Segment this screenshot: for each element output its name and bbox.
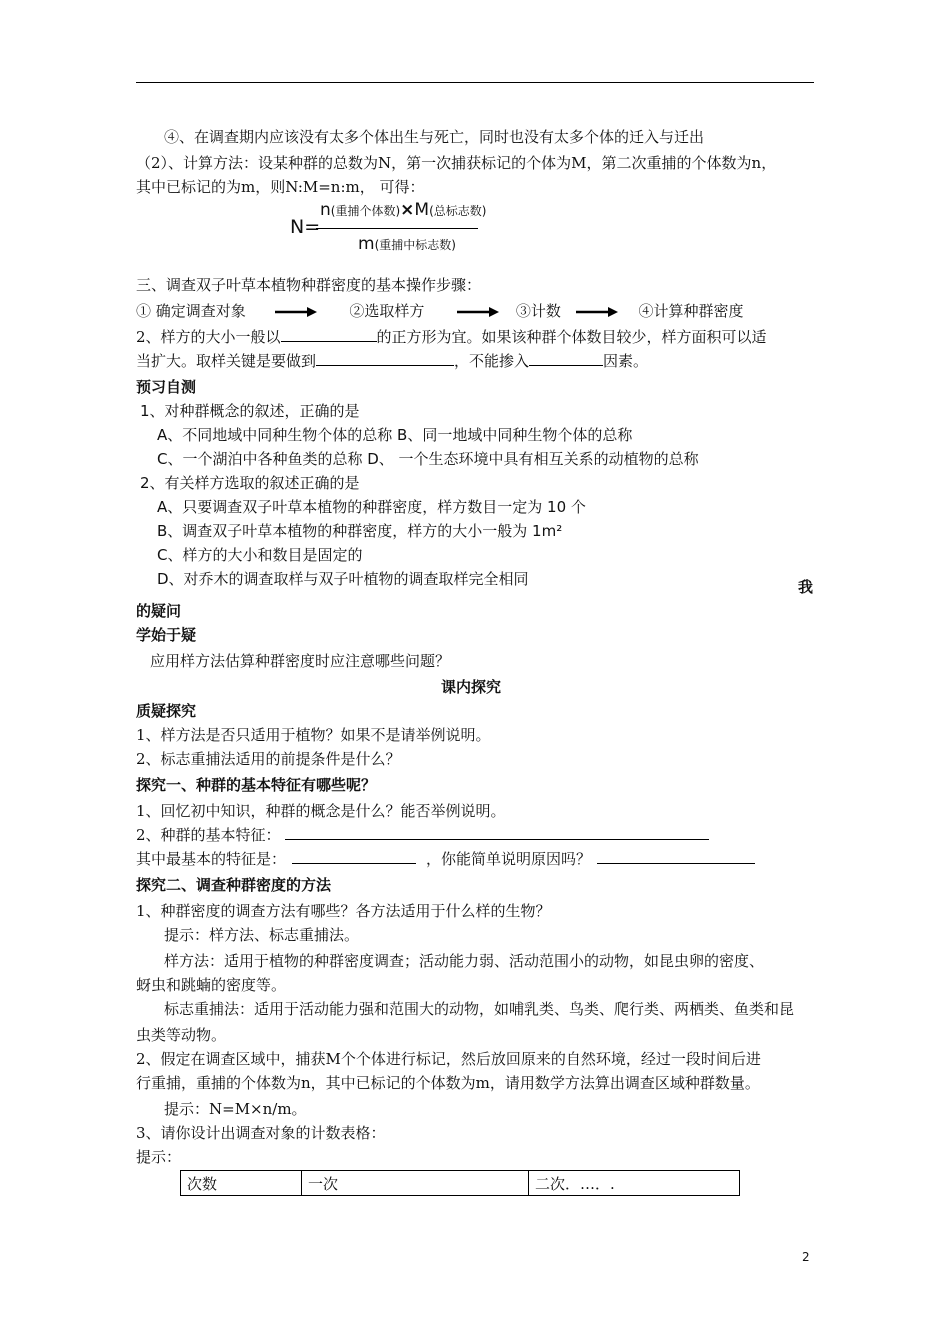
table-cell: 二次．…．. [529,1171,740,1196]
option-line: B、调查双子叶草本植物的种群密度，样方的大小一般为 1m² [157,522,563,540]
text-line: 蚜虫和跳蝻的密度等。 [136,976,287,994]
step-4: ④计算种群密度 [638,302,744,320]
formula-denominator: m(重捕中标志数) [358,234,456,254]
section-heading: 三、调查双子叶草本植物种群密度的基本操作步骤： [136,276,482,294]
option-line: A、不同地域中同种生物个体的总称 B、同一地域中同种生物个体的总称 [157,426,633,444]
text-line: 1、样方法是否只适用于植物？如果不是请举例说明。 [136,726,491,744]
fraction-bar [316,228,478,229]
steps-flow [136,300,744,322]
text-line: 提示：样方法、标志重捕法。 [164,926,360,944]
option-line: C、一个湖泊中各种鱼类的总称 D、 一个生态环境中具有相互关系的动植物的总称 [157,450,699,468]
formula-numerator: n(重捕个体数)×M(总标志数) [320,200,487,220]
arrow-icon [576,307,618,317]
step-3: ③计数 [515,302,561,320]
fill-blank[interactable] [281,326,377,342]
fill-blank[interactable] [292,848,416,864]
text-line: 其中最基本的特征是： ，你能简单说明原因吗？ [136,848,755,870]
text-line: 3、请你设计出调查对象的计数表格： [136,1124,386,1142]
fill-blank[interactable] [285,824,709,840]
section-heading: 预习自测 [136,378,197,396]
text-line: 2、样方的大小一般以 的正方形为宜。如果该种群个体数目较少，样方面积可以适 [136,328,767,346]
text-fragment: 我 [798,578,814,596]
question: 1、对种群概念的叙述，正确的是 [140,402,360,420]
fill-blank[interactable] [316,350,454,366]
text-line: 1、种群密度的调查方法有哪些？各方法适用于什么样的生物？ [136,902,551,920]
text-line: （2）、计算方法：设某种群的总数为N，第一次捕获标记的个体为M，第二次重捕的个体数为n， [136,154,777,172]
formula [290,200,490,264]
step-1: ① 确定调查对象 [136,302,246,320]
section-heading: 探究二、调查种群密度的方法 [136,876,332,894]
step-2: ②选取样方 [349,302,425,320]
arrow-icon [457,307,499,317]
section-heading: 学始于疑 [136,626,197,644]
text-line: 2、种群的基本特征： [136,824,709,846]
text-line: 2、标志重捕法适用的前提条件是什么？ [136,750,401,768]
question: 2、有关样方选取的叙述正确的是 [140,474,360,492]
text-line: 样方法：适用于植物的种群密度调查；活动能力弱、活动范围小的动物，如昆虫卵的密度、 [164,952,765,970]
header-rule [136,82,814,83]
text-line: ④、在调查期内应该没有太多个体出生与死亡，同时也没有太多个体的迁入与迁出 [164,128,705,146]
count-table [180,1170,740,1196]
table-cell: 一次 [302,1171,529,1196]
text-line: 虫类等动物。 [136,1026,227,1044]
option-line: A、只要调查双子叶草本植物的种群密度，样方数目一定为 10 个 [157,498,586,516]
table-row [181,1171,740,1196]
section-heading: 的疑问 [136,602,182,620]
formula-lhs: N= [290,216,321,238]
table-cell: 次数 [181,1171,302,1196]
section-heading: 探究一、种群的基本特征有哪些呢？ [136,776,377,794]
text-line: 2、假定在调查区域中，捕获M个个体进行标记，然后放回原来的自然环境，经过一段时间后进 [136,1050,761,1068]
section-heading: 质疑探究 [136,702,197,720]
fill-blank[interactable] [529,350,603,366]
text-line: 提示：N=M×n/m。 [164,1100,307,1118]
text-line: 应用样方法估算种群密度时应注意哪些问题？ [150,652,451,670]
text-line: 行重捕，重捕的个体数为n，其中已标记的个体数为m，请用数学方法算出调查区域种群数量。 [136,1074,760,1092]
page-number: 2 [802,1250,810,1264]
text-line: 标志重捕法：适用于活动能力强和范围大的动物，如哺乳类、鸟类、爬行类、两栖类、鱼类和昆 [164,1000,795,1018]
arrow-icon [275,307,317,317]
fill-blank[interactable] [597,848,755,864]
option-line: C、样方的大小和数目是固定的 [157,546,363,564]
text-line: 提示： [136,1148,182,1166]
text-line: 1、回忆初中知识，种群的概念是什么？能否举例说明。 [136,802,506,820]
text-line: 其中已标记的为m，则N:M=n:m， 可得： [136,178,425,196]
text-line: 当扩大。取样关键是要做到 ，不能掺入 因素。 [136,352,649,370]
option-line: D、对乔木的调查取样与双子叶植物的调查取样完全相同 [157,570,529,588]
section-title: 课内探究 [441,678,502,696]
